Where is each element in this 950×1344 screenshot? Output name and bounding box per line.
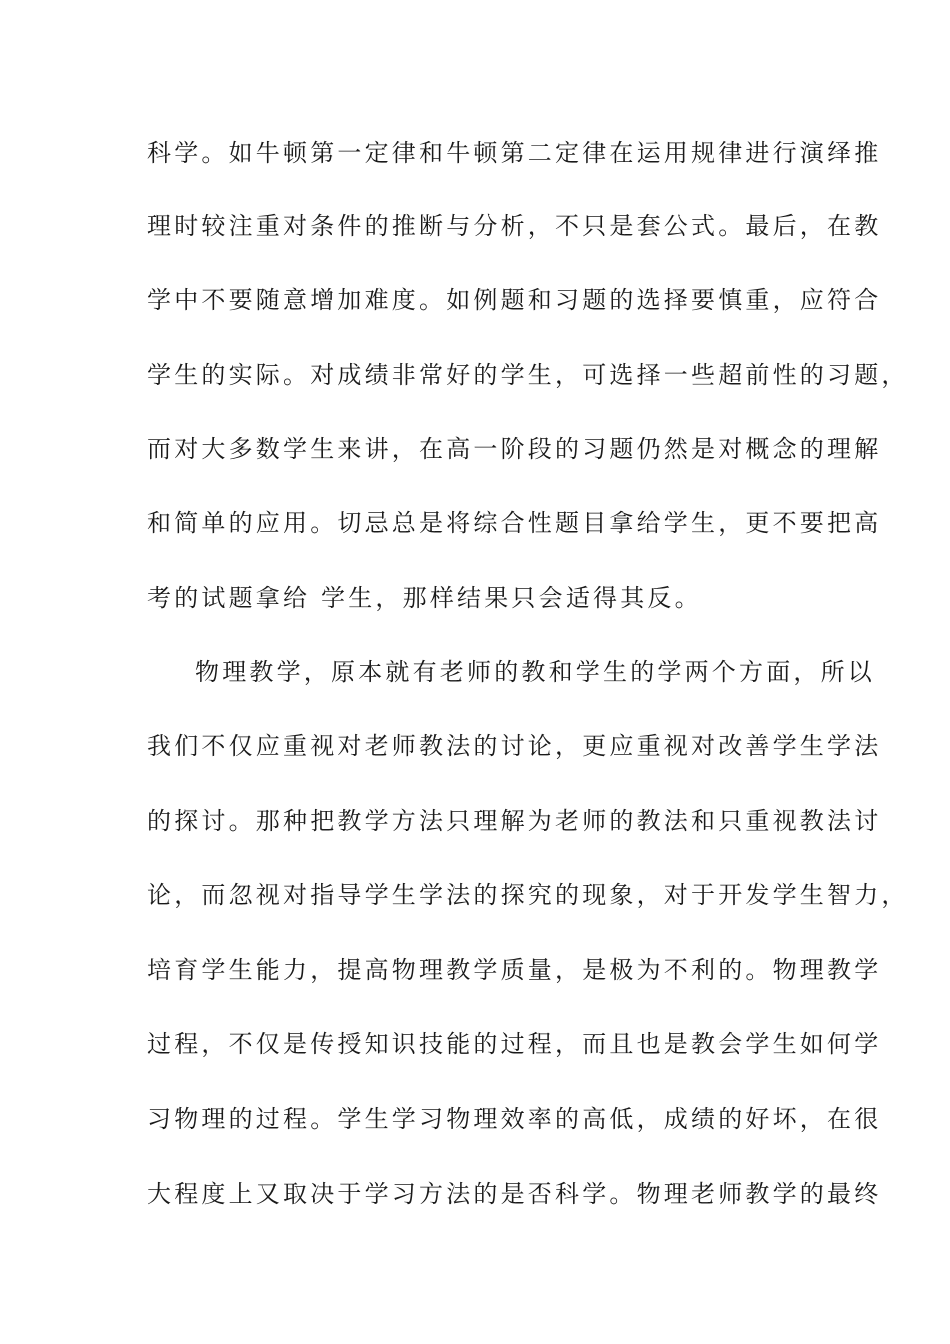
- text-line-2: 理时较注重对条件的推断与分析，不只是套公式。最后，在教: [147, 212, 882, 240]
- text-line-14: 习物理的过程。学生学习物理效率的高低，成绩的好坏，在很: [147, 1105, 882, 1133]
- text-line-6: 和简单的应用。切忌总是将综合性题目拿给学生，更不要把高: [147, 509, 882, 537]
- text-line-9: 我们不仅应重视对老师教法的讨论，更应重视对改善学生学法: [147, 732, 882, 760]
- text-line-13: 过程，不仅是传授知识技能的过程，而且也是教会学生如何学: [147, 1030, 882, 1058]
- text-line-5: 而对大多数学生来讲，在高一阶段的习题仍然是对概念的理解: [147, 435, 882, 463]
- text-line-10: 的探讨。那种把教学方法只理解为老师的教法和只重视教法讨: [147, 807, 882, 835]
- text-line-1: 科学。如牛顿第一定律和牛顿第二定律在运用规律进行演绎推: [147, 139, 882, 167]
- text-line-15: 大程度上又取决于学习方法的是否科学。物理老师教学的最终: [147, 1180, 882, 1208]
- text-line-7: 考的试题拿给 学生，那样结果只会适得其反。: [147, 584, 702, 612]
- text-line-11: 论，而忽视对指导学生学法的探究的现象，对于开发学生智力，: [147, 881, 909, 909]
- text-line-8: 物理教学，原本就有老师的教和学生的学两个方面，所以: [195, 658, 875, 686]
- text-line-3: 学中不要随意增加难度。如例题和习题的选择要慎重，应符合: [147, 286, 882, 314]
- text-line-4: 学生的实际。对成绩非常好的学生，可选择一些超前性的习题，: [147, 361, 909, 389]
- text-line-12: 培育学生能力，提高物理教学质量，是极为不利的。物理教学: [147, 956, 882, 984]
